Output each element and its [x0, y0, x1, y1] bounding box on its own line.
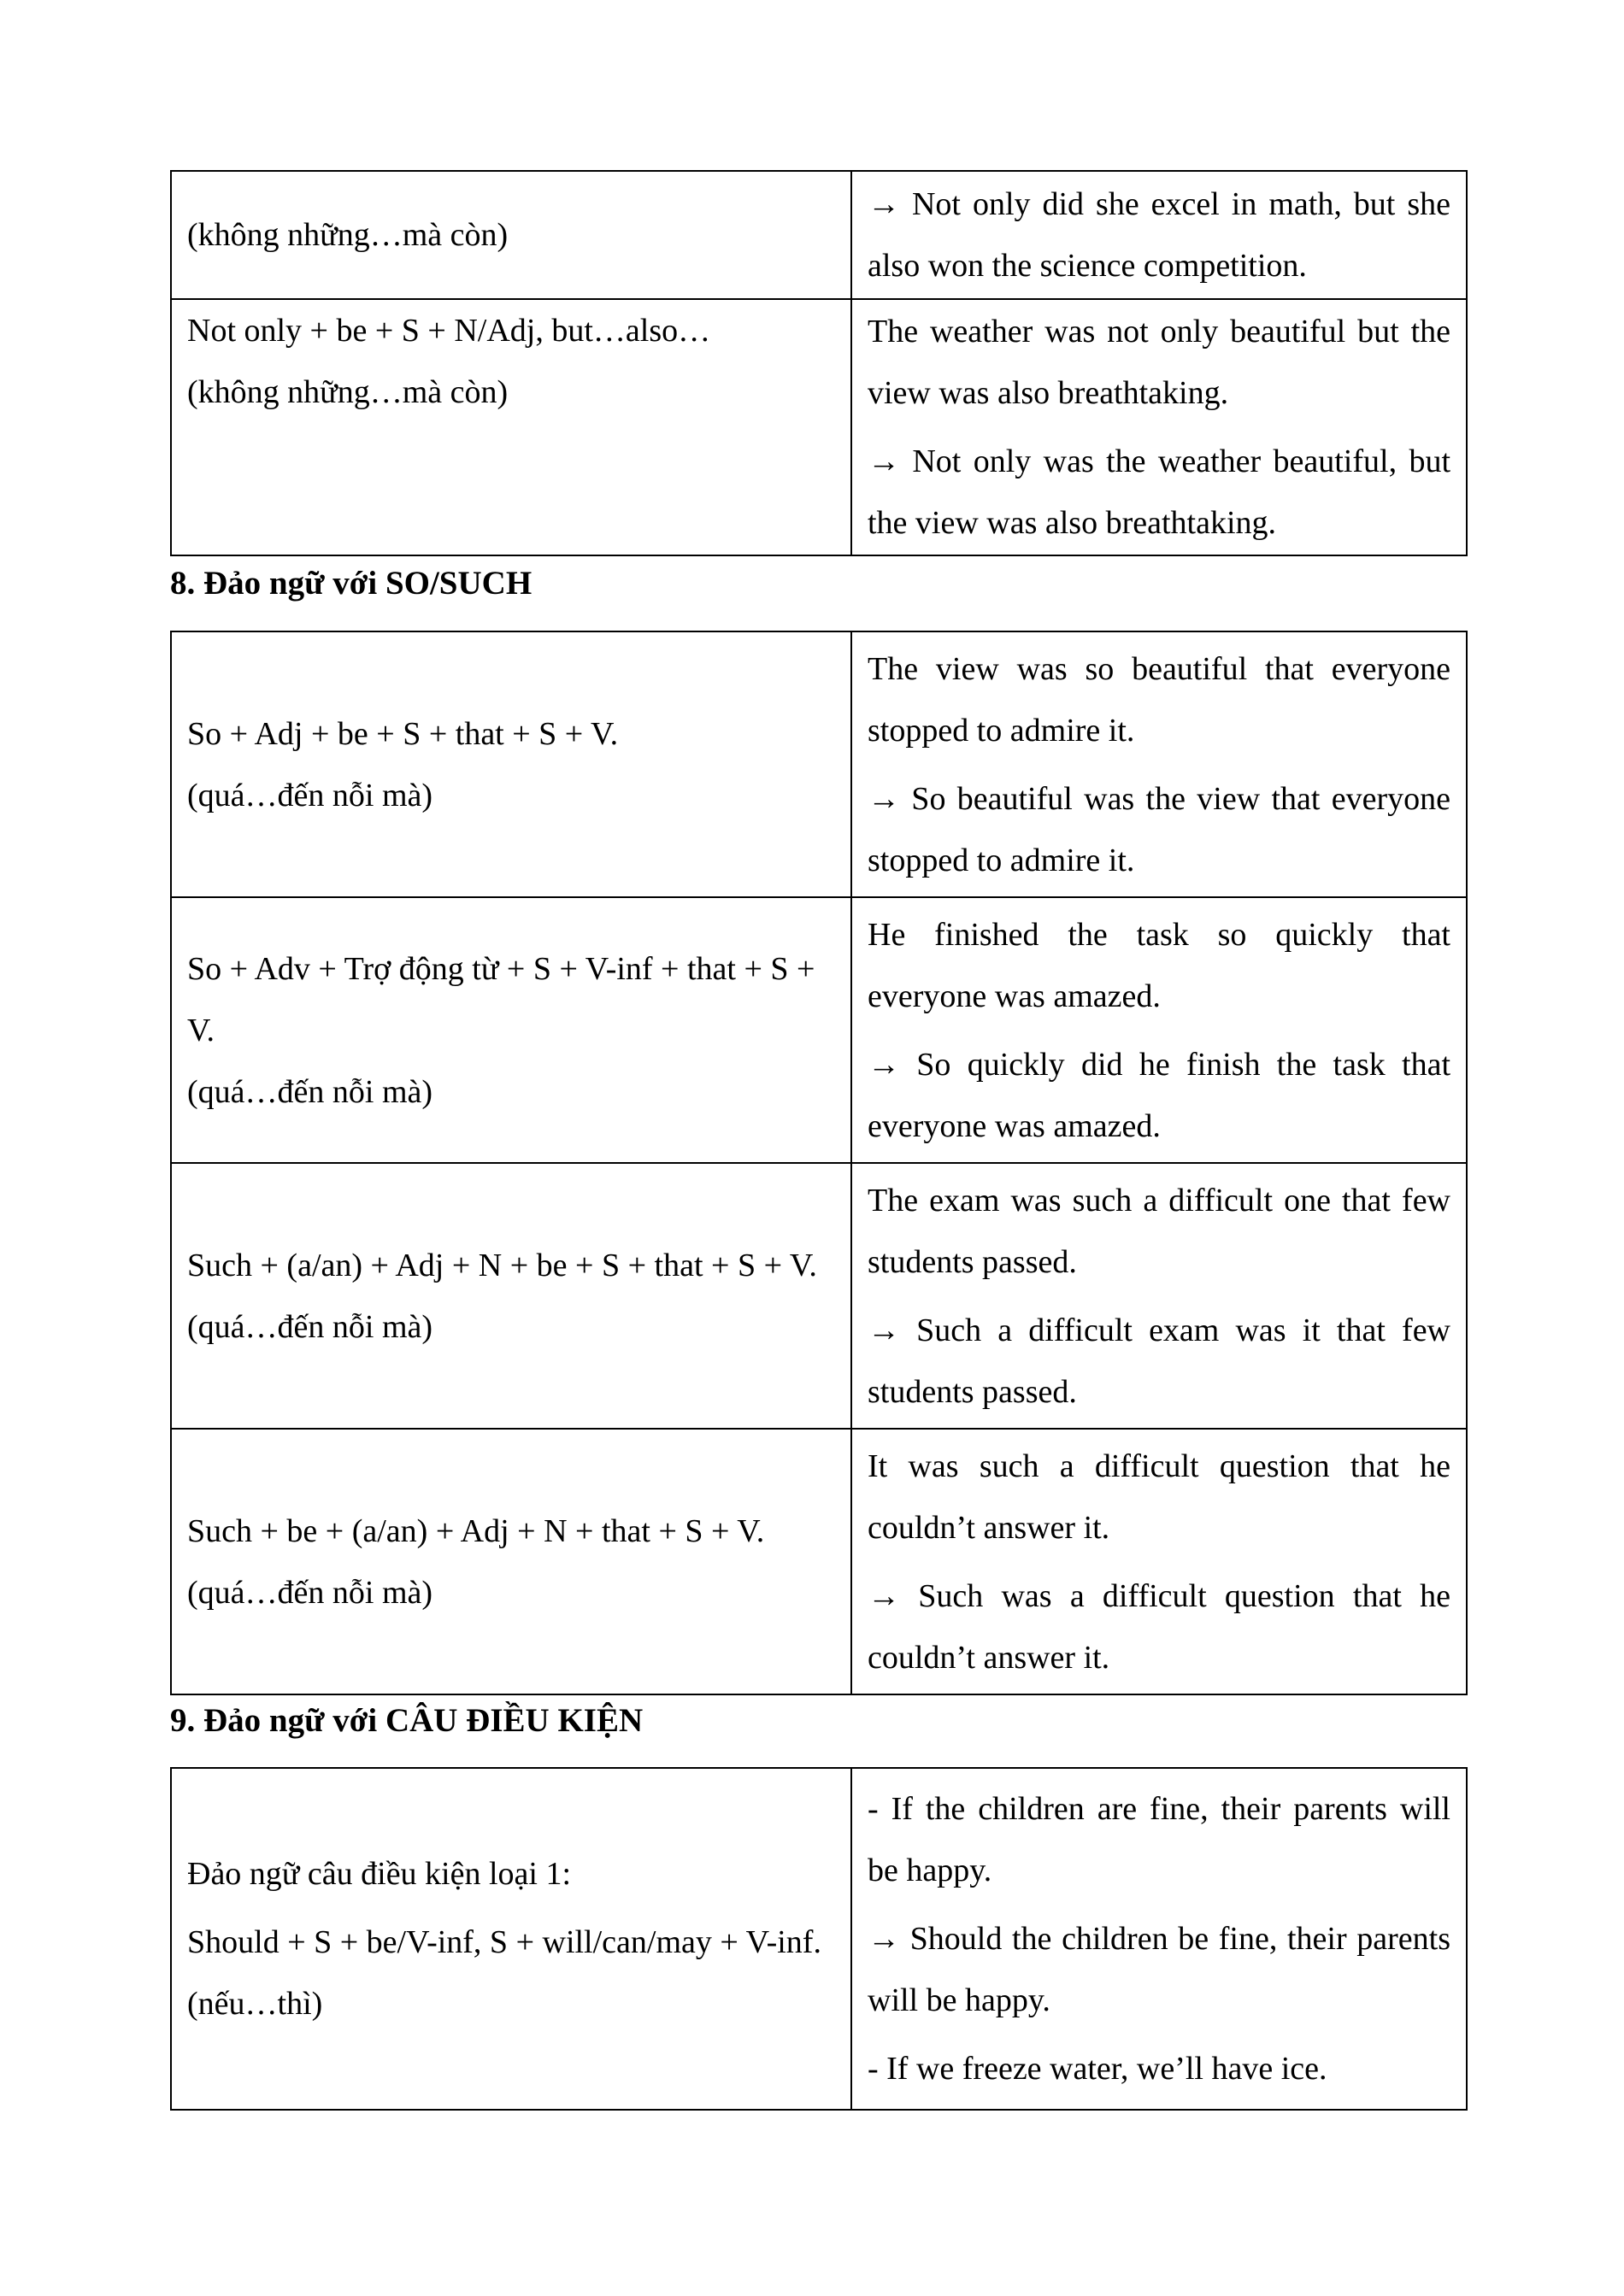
inversion-table-not-only — [170, 170, 1468, 556]
structure-text: Such + be + (a/an) + Adj + N + that + S + V. — [187, 1512, 765, 1549]
table-row — [171, 1768, 1467, 2110]
meaning-text: (quá…đến nỗi mà) — [187, 777, 433, 813]
example-cell — [851, 1768, 1467, 2110]
section-heading-so-such: 8. Đảo ngữ với SO/SUCH — [170, 565, 533, 602]
structure-cell — [171, 299, 851, 555]
example-text: → Not only did she excel in math, but she also won the science competition. — [868, 186, 1450, 284]
example-text: The weather was not only beautiful but the view was also breathtaking. — [868, 314, 1450, 411]
structure-cell — [171, 171, 851, 299]
structure-text: (không những…mà còn) — [187, 217, 509, 253]
example-cell — [851, 631, 1467, 897]
structure-cell — [171, 1768, 851, 2110]
structure-text: So + Adv + Trợ động từ + S + V-inf + that + S + V. — [187, 950, 815, 1048]
example-cell — [851, 1163, 1467, 1429]
example-text: - If we freeze water, we’ll have ice. — [868, 2051, 1327, 2087]
structure-text: Not only + be + S + N/Adj, but…also… — [187, 313, 711, 349]
structure-cell — [171, 897, 851, 1163]
inversion-table-so-such — [170, 631, 1468, 1695]
example-inversion-text: → So quickly did he finish the task that everyone was amazed. — [868, 1046, 1450, 1144]
example-text: He finished the task so quickly that everyone was amazed. — [868, 916, 1450, 1014]
example-inversion-text: → Should the children be fine, their parents will be happy. — [868, 1921, 1450, 2018]
meaning-text: (quá…đến nỗi mà) — [187, 1073, 433, 1110]
table-row — [171, 631, 1467, 897]
structure-cell — [171, 631, 851, 897]
structure-heading-text: Đảo ngữ câu điều kiện loại 1: — [187, 1856, 572, 1892]
table-row — [171, 1429, 1467, 1694]
meaning-text: (không những…mà còn) — [187, 374, 509, 410]
table-row — [171, 299, 1467, 555]
example-text: It was such a difficult question that he couldn’t answer it. — [868, 1447, 1450, 1546]
example-text: - If the children are fine, their parents will be happy. — [868, 1791, 1450, 1888]
example-text: The view was so beautiful that everyone stopped to admire it. — [868, 650, 1450, 749]
table-row — [171, 1163, 1467, 1429]
meaning-text: (quá…đến nỗi mà) — [187, 1308, 433, 1345]
structure-cell — [171, 1429, 851, 1694]
table-row — [171, 897, 1467, 1163]
example-cell — [851, 1429, 1467, 1694]
inversion-table-conditional — [170, 1767, 1468, 2111]
example-cell — [851, 299, 1467, 555]
example-inversion-text: → Such a difficult exam was it that few students passed. — [868, 1312, 1450, 1410]
example-cell — [851, 171, 1467, 299]
structure-text: Should + S + be/V-inf, S + will/can/may + V-inf. (nếu…thì) — [187, 1924, 821, 2022]
example-inversion-text: → Such was a difficult question that he couldn’t answer it. — [868, 1577, 1450, 1676]
structure-cell — [171, 1163, 851, 1429]
example-text: The exam was such a difficult one that few students passed. — [868, 1182, 1450, 1280]
meaning-text: (quá…đến nỗi mà) — [187, 1574, 433, 1611]
structure-text: So + Adj + be + S + that + S + V. — [187, 715, 619, 752]
table-row — [171, 171, 1467, 299]
example-inversion-text: → So beautiful was the view that everyone stopped to admire it. — [868, 780, 1450, 878]
section-heading-conditional: 9. Đảo ngữ với CÂU ĐIỀU KIỆN — [170, 1702, 644, 1739]
example-cell — [851, 897, 1467, 1163]
example-inversion-text: → Not only was the weather beautiful, but the view was also breathtaking. — [868, 443, 1450, 541]
structure-text: Such + (a/an) + Adj + N + be + S + that + S + V. — [187, 1247, 817, 1283]
